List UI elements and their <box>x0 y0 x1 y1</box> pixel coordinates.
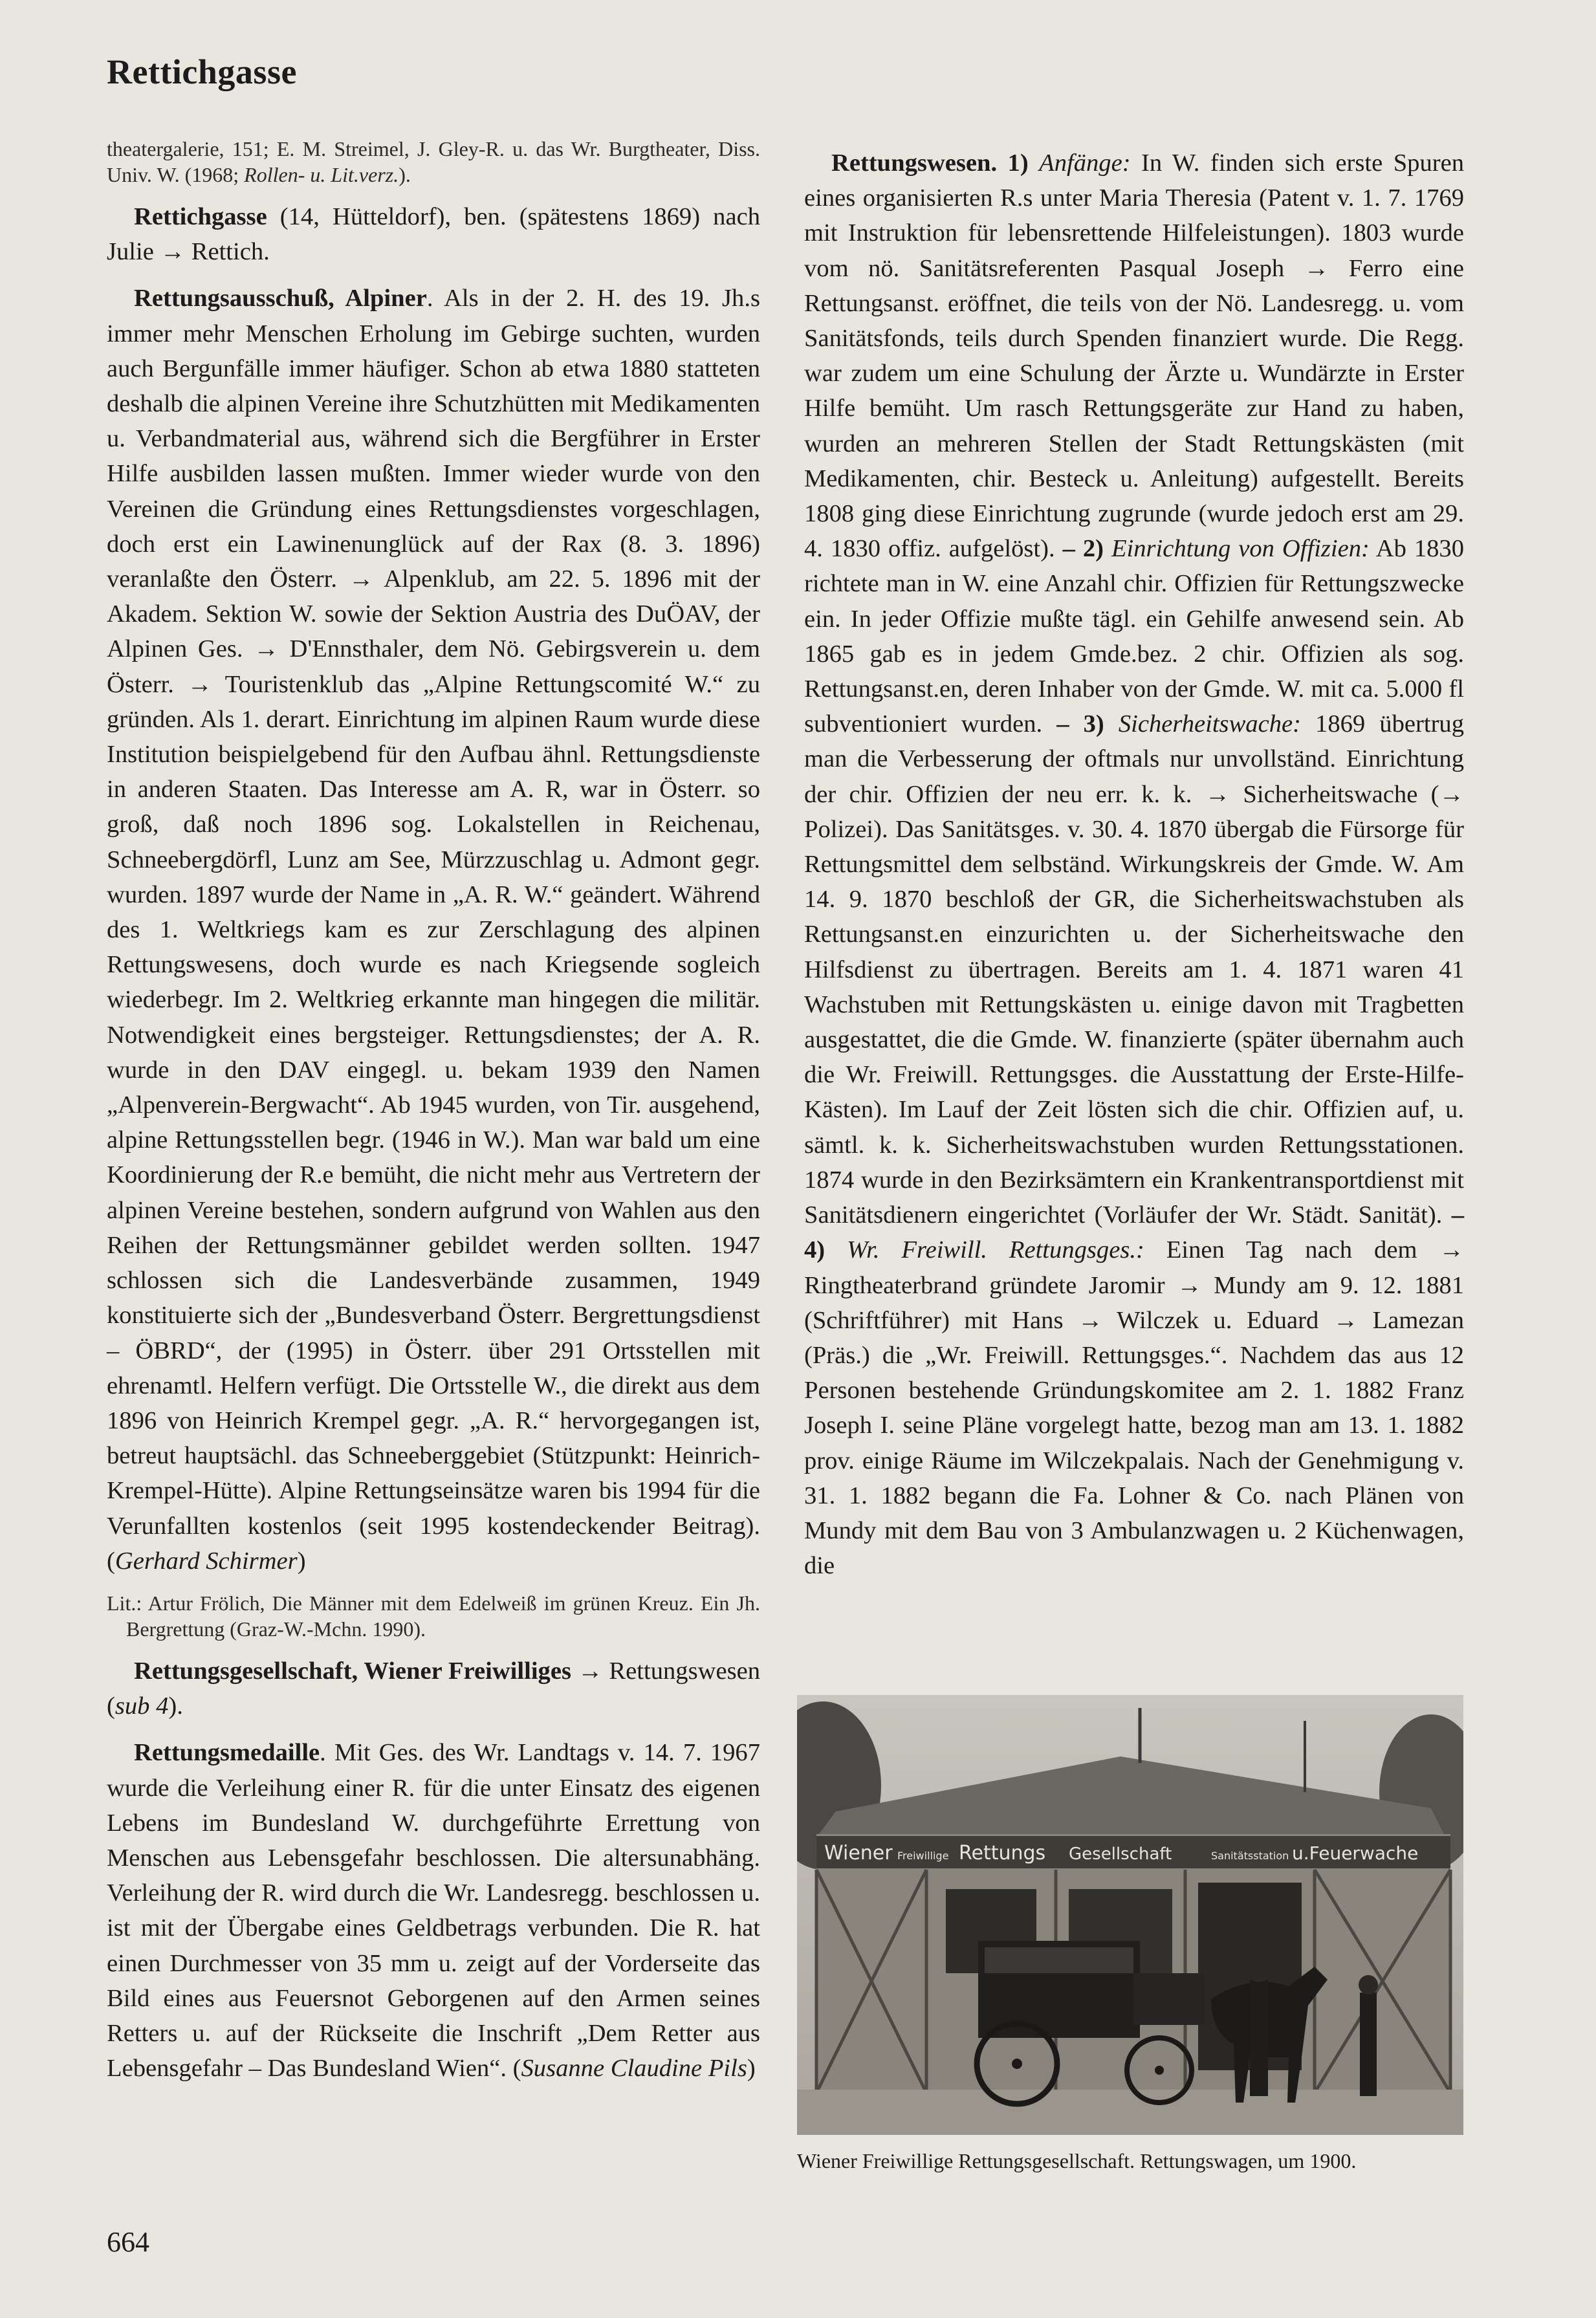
ground <box>797 2090 1463 2135</box>
sign-word: Sanitätsstation <box>1211 1850 1289 1862</box>
left-column <box>107 136 760 2097</box>
running-head: Rettichgasse <box>107 52 297 91</box>
lemma: Rettichgasse <box>134 203 267 230</box>
lemma: Rettungsausschuß, Alpiner <box>134 285 427 312</box>
literature-note: Lit.: Artur Frölich, Die Männer mit dem Edelweiß im grünen Kreuz. Ein Jh. Bergrettung (Graz-W.-Mchn. 1990). <box>107 1591 760 1641</box>
lemma: Rettungsmedaille <box>134 1739 320 1767</box>
entry-rettungsmedaille: Rettungsmedaille. Mit Ges. des Wr. Landtags v. 14. 7. 1967 wurde die Verleihung einer R. für die unter Einsatz des eigenen Lebens im Bundesland W. durchgeführte Errettung von Menschen aus Lebensgefahr beschlossen. Die altersunabhäng. Verleihung der R. wird durch die Wr. Landesregg. beschlossen u. ist mit der Übergabe eines Geldbetrags verbunden. Die R. hat einen Durchmesser von 35 mm u. zeigt auf der Vorderseite das Bild eines aus Feuersnot Geborgenen auf den Armen seines Retters u. auf der Rückseite die Inschrift „Dem Retter aus Lebensgefahr – Das Bundesland Wien“. (Susanne Claudine Pils) <box>107 1739 760 2083</box>
photo-caption: Wiener Freiwillige Rettungsgesellschaft. Rettungswagen, um 1900. <box>797 2149 1357 2172</box>
wheel-hub <box>1155 2066 1164 2075</box>
entry-rettungswesen: Rettungswesen. 1) Anfänge: In W. finden sich erste Spuren eines organisierten R.s unter Maria Theresia (Patent v. 1. 7. 1769 mit Instruktion für lebensrettende Hilfeleistungen). 1803 wurde vom nö. Sanitätsreferenten Pasqual Joseph → Ferro eine Rettungsanst. eröffnet, die teils von der Nö. Landesregg. u. vom Sanitätsfonds, teils durch Spenden finanziert wurde. Die Regg. war zudem um eine Schulung der Ärzte u. Wundärzte in Erster Hilfe bemüht. Um rasch Rettungsgeräte zur Hand zu haben, wurden an mehreren Stellen der Stadt Rettungskästen (mit Medikamenten, chir. Besteck u. Anleitung) aufgestellt. Bereits 1808 ging diese Einrichtung zugrunde (wurde jedoch erst am 29. 4. 1830 offiz. aufgelöst). – 2) Einrichtung von Offizien: Ab 1830 richtete man in W. eine Anzahl chir. Offizien für Rettungszwecke ein. In jeder Offizie mußte tägl. ein Gehilfe anwesend sein. Ab 1865 gab es in jedem Gmde.bez. 2 chir. Offizien als sog. Rettungsanst.en, deren Inhaber von der Gmde. W. mit ca. 5.000 fl subventioniert wurden. – 3) Sicherheitswache: 1869 übertrug man die Verbesserung der oftmals nur unvollständ. Einrichtung der chir. Offizien der neu err. k. k. → Sicherheitswache (→ Polizei). Das Sanitätsges. v. 30. 4. 1870 übergab die Fürsorge für Rettungsmittel dem selbständ. Wirkungskreis der Gmde. W. Am 14. 9. 1870 beschloß der GR, die Sicherheitswachstuben als Rettungsanst.en einzurichten u. der Sicherheitswache den Hilfsdienst zu übertragen. Bereits am 1. 4. 1871 waren 41 Wachstuben mit Rettungskästen u. einige davon mit Tragbetten ausgestattet, die die Gmde. W. finanzierte (später übernahm auch die Wr. Freiwill. Rettungsges. die Ausstattung der Erste-Hilfe-Kästen). Im Lauf der Zeit lösten sich die chir. Offizien auf, u. sämtl. k. k. Sicherheitswachstuben wurden Rettungsstationen. 1874 wurde in den Bezirksämtern ein Krankentransportdienst mit Sanitätsdienern eingerichtet (Vorläufer der Wr. Städt. Sanität). – 4) Wr. Freiwill. Rettungsges.: Einen Tag nach dem → Ringtheaterbrand gründete Jaromir → Mundy am 9. 12. 1881 (Schriftführer) mit Hans → Wilczek u. Eduard → Lamezan (Präs.) die „Wr. Freiwill. Rettungsges.“. Nachdem das aus 12 Personen bestehende Gründungskomitee am 2. 1. 1882 Franz Joseph I. seine Pläne vorgelegt hatte, bezog man am 13. 1. 1882 prov. einige Räume im Wilczekpalais. Nach der Genehmigung v. 31. 1. 1882 begann die Fa. Lohner & Co. nach Plänen von Mundy mit dem Bau von 3 Ambulanzwagen u. 2 Küchenwagen, die <box>804 149 1465 1580</box>
person <box>1250 1980 1268 2096</box>
person <box>1360 1993 1377 2096</box>
ambulance-station-photo <box>797 1695 1463 2135</box>
sign-word: Wiener <box>824 1842 893 1864</box>
wheel-hub <box>1012 2059 1022 2069</box>
sign-word: Rettungs <box>959 1842 1046 1864</box>
historic-photo <box>797 1695 1463 2135</box>
lemma: Rettungsgesellschaft, Wiener Freiwilliges <box>134 1657 571 1685</box>
entry-rettungsgesellschaft: Rettungsgesellschaft, Wiener Freiwilliges → Rettungswesen (sub 4). <box>107 1657 761 1720</box>
wagon-roof-rail <box>985 1947 1133 1973</box>
entry-rettungsausschuss: Rettungsausschuß, Alpiner. Als in der 2. H. des 19. Jh.s immer mehr Menschen Erholung im Gebirge suchten, wurden auch Bergunfälle immer häufiger. Schon ab etwa 1880 statteten deshalb die alpinen Vereine ihre Schutzhütten mit Medikamenten u. Verbandmaterial aus, während sich die Bergführer in Erster Hilfe ausbilden lassen mußten. Immer wieder wurde von den Vereinen die Gründung eines Rettungsdienstes vorgeschlagen, doch erst ein Lawinenunglück auf der Rax (8. 3. 1896) veranlaßte den Österr. → Alpenklub, am 22. 5. 1896 mit der Akadem. Sektion W. sowie der Sektion Austria des DuÖAV, der Alpinen Ges. → D'Ennsthaler, dem Nö. Gebirgsverein u. dem Österr. → Touristenklub das „Alpine Rettungscomité W.“ zu gründen. Als 1. derart. Einrichtung im alpinen Raum wurde diese Institution beispielgebend für den Aufbau ähnl. Rettungsdienste in anderen Staaten. Das Interesse am A. R, war in Österr. so groß, daß noch 1896 sog. Lokalstellen in Reichenau, Schneebergdörfl, Lunz am See, Mürzzuschlag u. Admont gegr. wurden. 1897 wurde der Name in „A. R. W.“ geändert. Während des 1. Weltkriegs kam es zur Zerschlagung des alpinen Rettungswesens, doch wurde es nach Kriegsende sogleich wiederbegr. Im 2. Weltkrieg erkannte man hingegen die militär. Notwendigkeit eines bergsteiger. Rettungsdienstes; der A. R. wurde in den DAV eingegl. u. bekam 1939 den Namen „Alpenverein-Bergwacht“. Ab 1945 wurden, von Tir. ausgehend, alpine Rettungsstellen begr. (1946 in W.). Man war bald um eine Koordinierung der R.e bemüht, die nicht mehr aus Vertretern der alpinen Vereine bestehen, sondern aufgrund von Wahlen aus den Reihen der Rettungsmänner gebildet werden sollten. 1947 schlossen sich die Landesverbände zusammen, 1949 konstituierte sich der „Bundesverband Österr. Bergrettungsdienst – ÖBRD“, der (1995) in Österr. über 291 Ortsstellen mit ehrenamtl. Helfern verfügt. Die Ortsstelle W., die direkt aus dem 1896 von Heinrich Krempel gegr. „A. R.“ hervorgegangen ist, betreut hauptsächl. das Schneeberggebiet (Stützpunkt: Heinrich-Krempel-Hütte). Alpine Rettungseinsätze waren bis 1994 für die Verunfallten kostenlos (seit 1995 kostendeckender Beitrag). (Gerhard Schirmer) <box>107 285 761 1575</box>
sign-word: Gesellschaft <box>1069 1844 1172 1864</box>
author: Susanne Claudine Pils <box>521 2055 747 2083</box>
entry-rettichgasse: Rettichgasse (14, Hütteldorf), ben. (spätestens 1869) nach Julie → Rettich. <box>107 203 760 266</box>
person-head <box>1249 1962 1269 1982</box>
sign-word: u.Feuerwache <box>1292 1842 1419 1864</box>
wagon-box <box>1133 1973 1205 2025</box>
page-number: 664 <box>107 2226 149 2258</box>
sign-word: Freiwillige <box>897 1850 949 1862</box>
right-column <box>804 146 1464 1595</box>
lemma: Rettungswesen <box>831 149 991 177</box>
continued-reference: theatergalerie, 151; E. M. Streimel, J. Gley-R. u. das Wr. Burgtheater, Diss. Univ. W. (1968; Rollen- u. Lit.verz.). <box>107 137 760 186</box>
author: Gerhard Schirmer <box>115 1547 298 1575</box>
person-head <box>1359 1975 1378 1995</box>
